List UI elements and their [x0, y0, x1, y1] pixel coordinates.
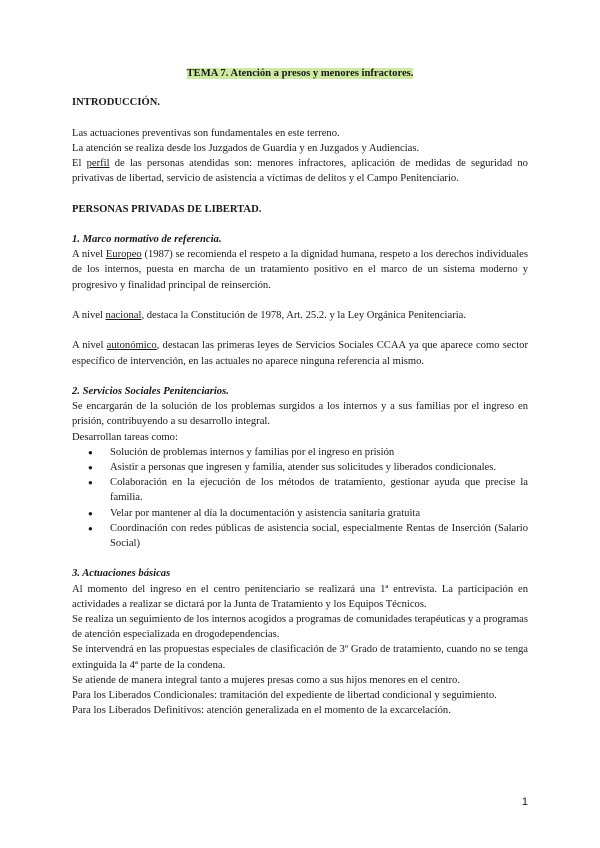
spacer: [72, 551, 528, 566]
text-run: , destaca la Constitución de 1978, Art. 25.2. y la Ley Orgánica Penitenciaria.: [141, 309, 467, 321]
underlined-term: autonómico: [106, 340, 157, 352]
spacer: [72, 186, 528, 201]
text-run: , destacan las primeras leyes de Servicios Sociales CCAA ya que aparece como sector específico de intervención, en las actuales no aparece ninguna referencia al mismo.: [72, 340, 529, 367]
text-run: A nivel: [72, 309, 106, 321]
tasks-list: [72, 445, 528, 551]
s1-paragraph-2: [72, 308, 528, 323]
s2-paragraph-1: Se encargarán de la solución de los problemas surgidos a los internos y a sus familias por el ingreso en prisión, contribuyendo a su desarrollo integral.: [72, 401, 528, 428]
spacer: [72, 217, 528, 232]
subsection-1-heading: 1. Marco normativo de referencia.: [72, 233, 222, 245]
s1-paragraph-3: [72, 338, 528, 368]
list-item: ● Asistir a personas que ingresen y familia, atender sus solicitudes y liberados condicionales.: [102, 460, 528, 475]
underlined-term: perfil: [86, 158, 110, 169]
s3-paragraph-2: Se realiza un seguimiento de los internos acogidos a programas de comunidades terapéuticas y a programas de atención especializada en drogodependencias.: [72, 614, 528, 641]
underlined-term: nacional: [105, 309, 142, 321]
s3-paragraph-1: Al momento del ingreso en el centro penitenciario se realizará una 1ª entrevista. La participación en actividades a realizar se dictará por la Junta de Tratamiento y los Equipos Técnicos.: [72, 583, 528, 610]
intro-paragraph-3: [72, 156, 528, 186]
spacer: [72, 369, 528, 384]
intro-heading: INTRODUCCIÓN.: [72, 97, 160, 109]
spacer: [72, 323, 528, 338]
s2-paragraph-2: Desarrollan tareas como:: [72, 431, 178, 443]
list-item: ● Solución de problemas internos y familias por el ingreso en prisión: [102, 445, 528, 460]
title-highlight: TEMA 7. Atención a presos y menores infractores.: [186, 68, 414, 79]
s3-paragraph-5: Para los Liberados Condicionales: tramitación del expediente de libertad condicional y seguimiento.: [72, 690, 497, 702]
s3-paragraph-4: Se atiende de manera integral tanto a mujeres presas como a sus hijos menores en el centro.: [72, 674, 461, 686]
document-page: [72, 66, 528, 718]
s3-paragraph-3: Se intervendrá en las propuestas especiales de clasificación de 3º Grado de tratamiento, cuando no se tenga extinguida la 4ª parte de la condena.: [72, 644, 528, 671]
list-item: ● Coordinación con redes públicas de asistencia social, especialmente Rentas de Inserción (Salario Social): [102, 521, 528, 551]
list-item: ● Velar por mantener al día la documentación y asistencia sanitaria gratuita: [102, 506, 528, 521]
intro-paragraph-1: Las actuaciones preventivas son fundamentales en este terreno.: [72, 127, 340, 139]
subsection-3-heading: 3. Actuaciones básicas: [72, 568, 171, 580]
text-run: (1987) se recomienda el respeto a la dignidad humana, respeto a los derechos individuales de los internos, puesta en marcha de un tratamiento positivo en el marco de un sistema moderno y progresivo y finalidad principal de reinserción.: [72, 249, 529, 291]
s3-paragraph-6: Para los Liberados Definitivos: atención generalizada en el momento de la excarcelación.: [72, 705, 451, 717]
text-run: A nivel: [72, 249, 106, 261]
text-run: El: [72, 158, 87, 169]
text-run: A nivel: [72, 340, 107, 352]
text-run: de las personas atendidas son: menores infractores, aplicación de medidas de seguridad no privativas de libertad, servicio de asistencia a víctimas de delitos y el Campo Penitenciario.: [72, 158, 528, 185]
intro-paragraph-2: La atención se realiza desde los Juzgados de Guardia y en Juzgados y Audiencias.: [72, 142, 420, 154]
page-number: 1: [521, 796, 528, 808]
subsection-2-heading: 2. Servicios Sociales Penitenciarios.: [72, 385, 229, 397]
section-heading: PERSONAS PRIVADAS DE LIBERTAD.: [72, 203, 262, 215]
document-title: [72, 66, 528, 81]
list-item: ● Colaboración en la ejecución de los métodos de tratamiento, gestionar ayuda que precise la familia.: [102, 475, 528, 505]
spacer: [72, 110, 528, 125]
underlined-term: Europeo: [105, 249, 142, 261]
spacer: [72, 293, 528, 308]
s1-paragraph-1: [72, 247, 528, 293]
